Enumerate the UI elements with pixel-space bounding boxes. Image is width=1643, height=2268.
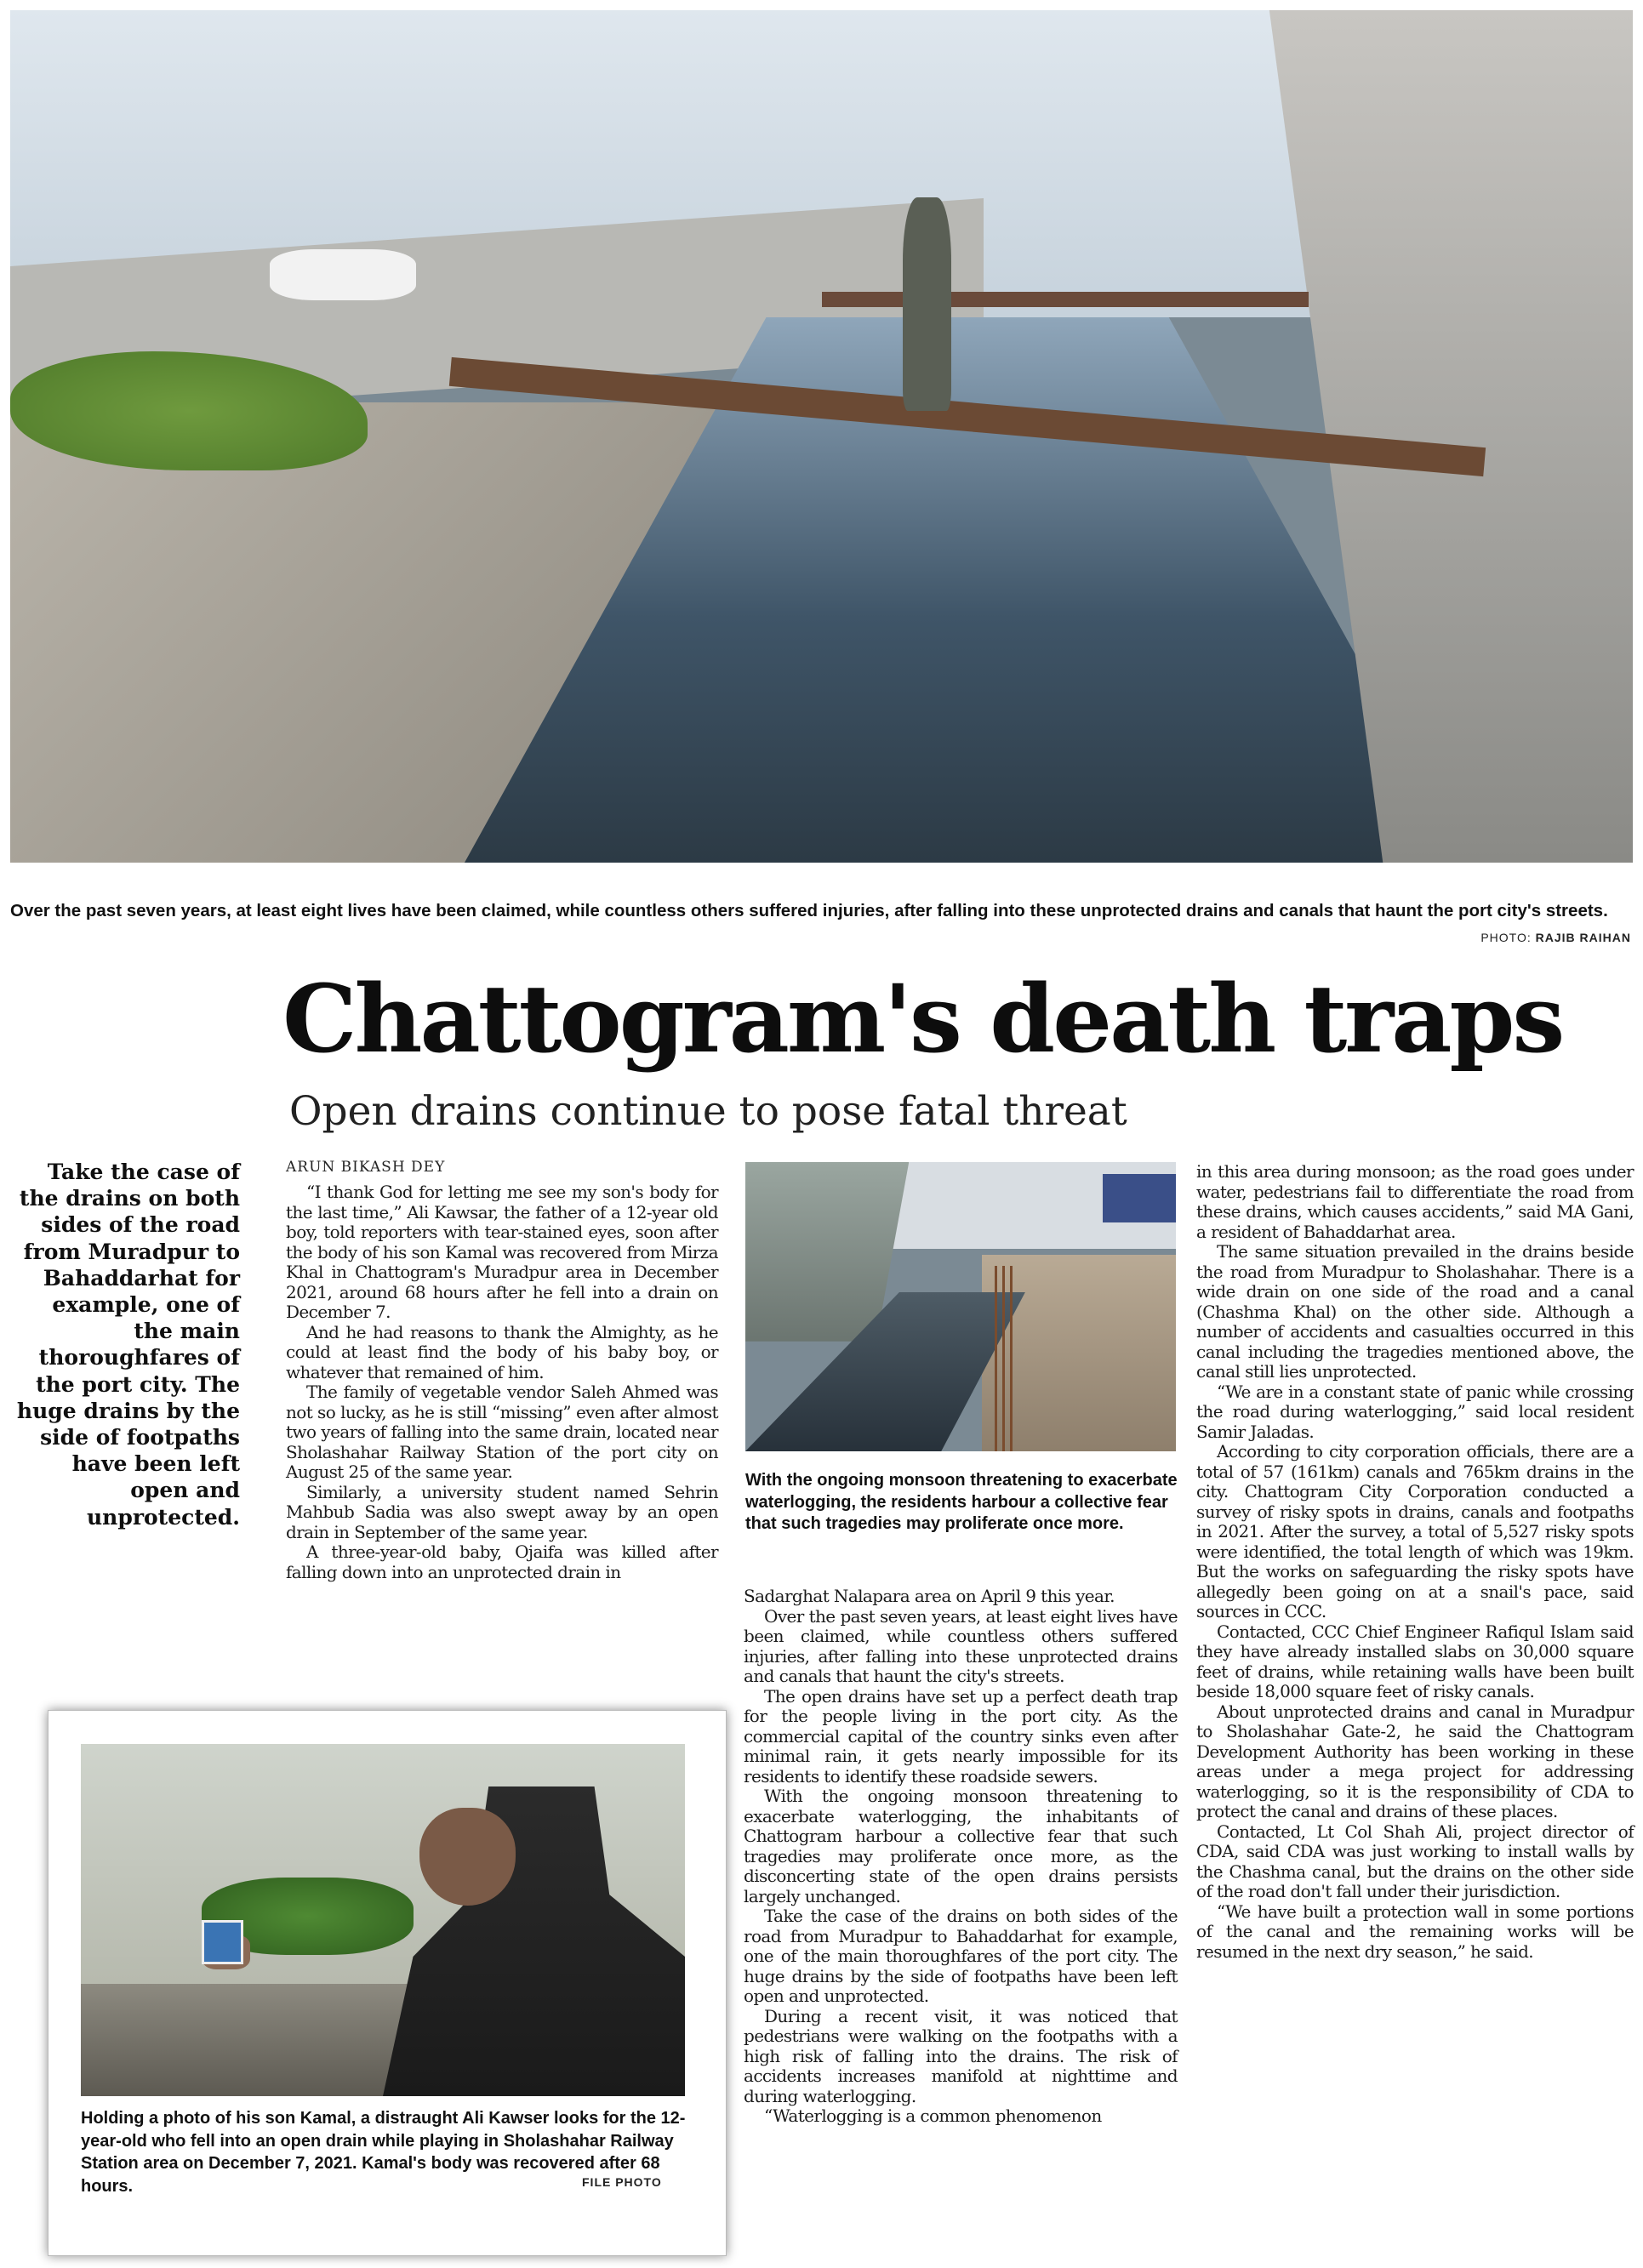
paragraph: A three-year-old baby, Ojaifa was killed after falling down into an unprotected drain in (286, 1541, 718, 1582)
article-column-3 (1196, 1162, 1634, 1962)
paragraph: About unprotected drains and canal in Muradpur to Sholashahar Gate-2, he said the Chattogram Development Authority has been working in these areas under a mega project for addressing waterlogging, so it is the responsibility of CDA to protect the canal and drains of these places. (1196, 1701, 1634, 1821)
paragraph: Contacted, Lt Col Shah Ali, project director of CDA, said CDA was just working to install walls by the Chashma canal, but the drains on the other side of the road don't fall under their jurisdiction. (1196, 1821, 1634, 1901)
man-photo-face (419, 1808, 516, 1906)
hero-credit-name: RAJIB RAIHAN (1535, 931, 1631, 944)
paragraph: The open drains have set up a perfect death trap for the people living in the port city. As the commercial capital of the country sinks even after minimal rain, it gets nearly impossible for its residents to identify these roadside sewers. (744, 1685, 1178, 1786)
man-photo-son-picture (202, 1920, 243, 1964)
paragraph: During a recent visit, it was noticed that pedestrians were walking on the footpaths with a high risk of falling into the drains. The risk of accidents increases manifold at nighttime and during waterlogging. (744, 2005, 1178, 2106)
paragraph: “Waterlogging is a common phenomenon (764, 2106, 1102, 2126)
article-column-2 (744, 1587, 1178, 2127)
hero-photo-credit (1480, 931, 1631, 944)
paragraph: The same situation prevailed in the drains beside the road from Muradpur to Sholashahar. There is a wide drain on one side of the road and a canal (Chashma Khal) on the other side. Although a number of accidents and casualties occurred in this canal including the tragedies mentioned above, the canal still lies unprotected. (1196, 1241, 1634, 1382)
hero-caption: Over the past seven years, at least eight lives have been claimed, while countless others suffered injuries, after falling into these unprotected drains and canals that haunt the port city's streets. (10, 901, 1608, 920)
hero-photo-car (270, 249, 416, 300)
paragraph: Similarly, a university student named Sehrin Mahbub Sadia was also swept away by an open drain in September of the same year. (286, 1481, 718, 1542)
paragraph: “I thank God for letting me see my son's body for the last time,” Ali Kawsar, the father of a 12-year old boy, told reporters with tear-stained eyes, soon after the body of his son Kamal was recovered from Mirza Khal in Chattogram's Muradpur area in December 2021, around 68 hours after he fell into a drain on December 7. (286, 1182, 718, 1322)
hero-credit-label: PHOTO: (1480, 931, 1532, 944)
paragraph: Take the case of the drains on both sides of the road from Muradpur to Bahaddarhat for example, one of the main thoroughfares of the port city. The huge drains by the side of footpaths have been left open and unprotected. (744, 1906, 1178, 2006)
paragraph: Contacted, CCC Chief Engineer Rafiqul Islam said they have already installed slabs on 30,000 square feet of drains, while retaining walls have been built beside 18,000 square feet of risky canals. (1196, 1621, 1634, 1701)
paragraph-continued: Sadarghat Nalapara area on April 9 this year. (744, 1586, 1115, 1606)
man-photo-credit: FILE PHOTO (582, 2175, 662, 2189)
pull-quote: Take the case of the drains on both sides of the road from Muradpur to Bahaddarhat for example, one of the main thoroughfares of the port city. The huge drains by the side of footpaths have been left open and unprotected. (16, 1160, 240, 1530)
headline: Chattogram's death traps (282, 964, 1563, 1074)
hero-photo-far-crossing (822, 292, 1309, 307)
inset-caption: With the ongoing monsoon threatening to exacerbate waterlogging, the residents harbour a collective fear that such tragedies may proliferate once more. (745, 1471, 1178, 1533)
paragraph: Over the past seven years, at least eight lives have been claimed, while countless others suffered injuries, after falling into these unprotected drains and canals that haunt the city's streets. (744, 1605, 1178, 1686)
inset-photo (745, 1162, 1176, 1451)
hero-photo (10, 10, 1633, 863)
paragraph: With the ongoing monsoon threatening to exacerbate waterlogging, the inhabitants of Chattogram harbour a collective fear that such tragedies may proliferate once more, as the disconcerting state of the open drains persists largely unchanged. (744, 1786, 1178, 1906)
hero-photo-woman-crossing (903, 197, 951, 411)
man-photo-caption: Holding a photo of his son Kamal, a distraught Ali Kawser looks for the 12-year-old who fell into an open drain while playing in Sholashahar Railway Station area on December 7, 2021. Kamal's body was recovered after 68 hours. (81, 2109, 686, 2196)
inset-photo-truck (1103, 1174, 1176, 1223)
subheadline: Open drains continue to pose fatal threat (289, 1088, 1127, 1135)
paragraph: “We have built a protection wall in some portions of the canal and the remaining works will be resumed in the next dry season,” he said. (1196, 1900, 1634, 1962)
article-column-1 (286, 1182, 718, 1582)
paragraph: The family of vegetable vendor Saleh Ahmed was not so lucky, as he is still “missing” even after almost two years of falling into the same drain, located near Sholashahar Railway Station of the port city on August 25 of the same year. (286, 1382, 718, 1482)
byline: ARUN BIKASH DEY (286, 1159, 446, 1176)
inset-photo-rebar (995, 1266, 1012, 1451)
paragraph: According to city corporation officials, there are a total of 57 (161km) canals and 765km drains in the city. Chattogram City Corporation conducted a survey of risky spots in drains, canals and footpaths in 2021. After the survey, a total of 5,527 risky spots were identified, the total length of which was 19km. But the works on safeguarding the risky spots have allegedly been going on at a snail's pace, said sources in CCC. (1196, 1441, 1634, 1621)
paragraph: “We are in a constant state of panic while crossing the road during waterlogging,” said local resident Samir Jaladas. (1196, 1381, 1634, 1442)
paragraph-continued: in this area during monsoon; as the road goes under water, pedestrians fail to differentiate the road from these drains, which causes accidents,” said MA Gani, a resident of Bahaddarhat area. (1196, 1161, 1634, 1242)
man-photo (81, 1744, 685, 2096)
paragraph: And he had reasons to thank the Almighty, as he could at least find the body of his baby boy, or whatever that remained of him. (286, 1321, 718, 1382)
